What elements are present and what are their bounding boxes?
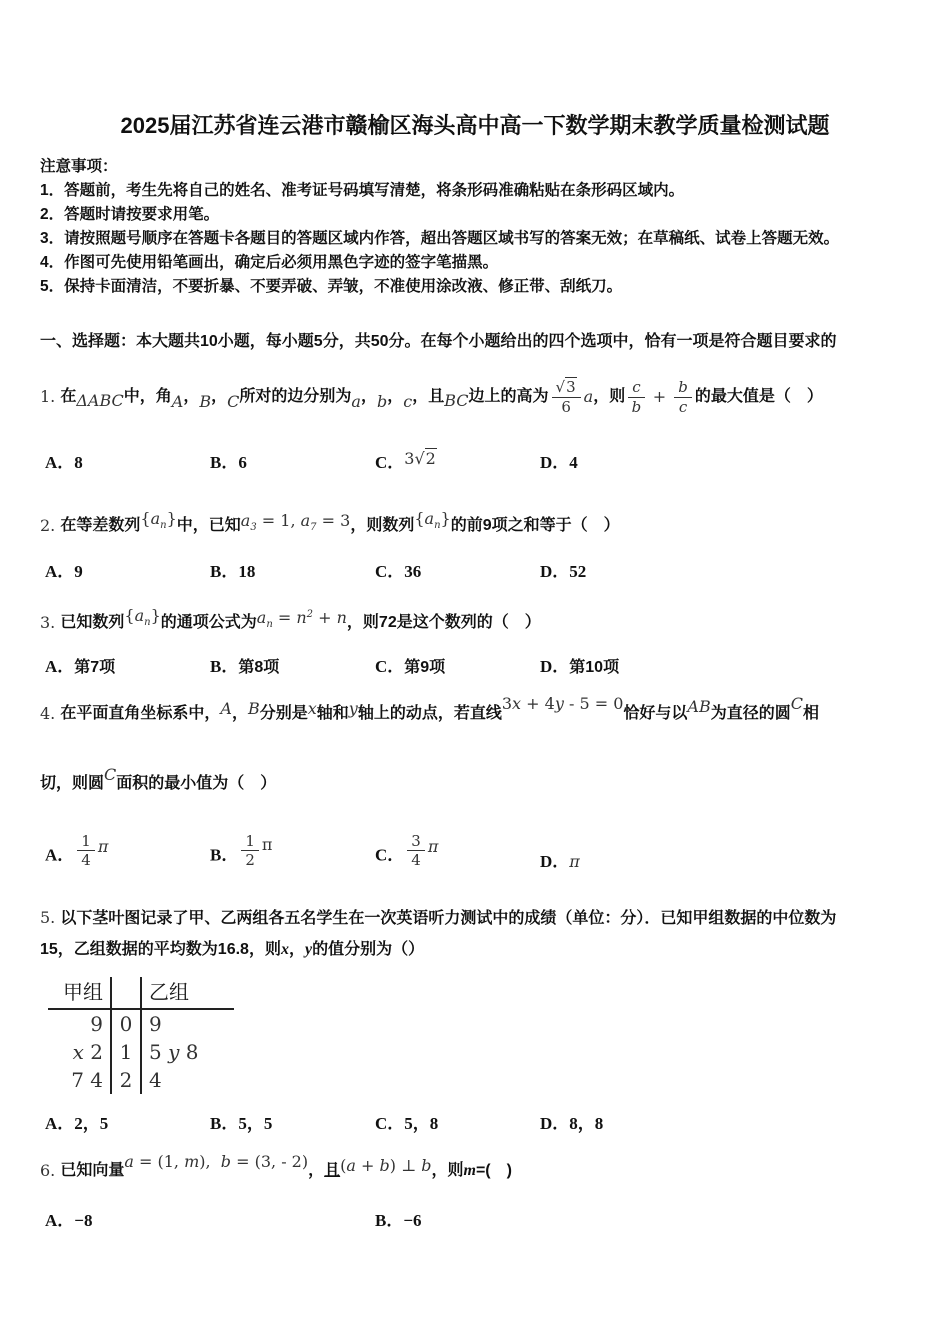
stem-leaf-header-stem [110,977,142,1010]
q4-option-c: C． $\frac{3}{4}$ π [375,831,439,870]
q2-option-d: D．52 [540,562,587,581]
question-5-text-line1: 5. 以下茎叶图记录了甲、乙两组各五名学生在一次英语听力测试中的成绩（单位：分）．已知甲组数据的中位数为 [40,907,837,927]
q3-option-d: D．第10项 [540,657,620,676]
notice-item-4: 4．作图可先使用铅笔画出，确定后必须用黑色字迹的签字笔描黑。 [40,254,499,271]
notice-item-5: 5．保持卡面清洁，不要折暴、不要弄破、弄皱，不准使用涂改液、修正带、刮纸刀。 [40,278,623,295]
q1-option-c: C．3√2 [375,449,436,472]
notice-header: 注意事项： [40,158,118,175]
q1-option-d: D．4 [540,453,578,472]
notice-item-2: 2．答题时请按要求用笔。 [40,206,220,223]
stem-leaf-row2-right: 5 y 8 [149,1039,199,1064]
notice-item-1: 1．答题前，考生先将自己的姓名、准考证号码填写清楚，将条形码准确粘贴在条形码区域内。 [40,182,685,199]
stem-leaf-row1-stem: 0 [110,1010,142,1038]
q3-option-b: B．第8项 [210,657,280,676]
q1-option-b: B．6 [210,453,247,472]
question-6-text: 6. 已知向量 a = (1, m), b = (3, - 2) ， 且 (a + b) ⊥ b ，则 m =( ) [40,1152,512,1180]
question-5-text-line2: 15，乙组数据的平均数为16.8，则x，y的值分别为（） [40,941,425,959]
q3-option-c: C．第9项 [375,657,446,676]
q5-option-d: D．8，8 [540,1113,604,1133]
question-4-options [40,819,910,875]
question-4-text-line1: 4. 在平面直角坐标系中， A ， B 分别是 x 轴和 y 轴上的动点，若直线 3x + 4y - 5 = 0 恰好与以 AB 为直径的圆 C 相 [40,693,819,724]
q3-option-a: A．第7项 [45,657,116,676]
stem-leaf-row1-right: 9 [149,1011,162,1036]
q4-option-d: D．π [540,851,580,871]
q5-option-c: C．5，8 [375,1113,439,1133]
stem-leaf-row2-left: x 2 [72,1039,103,1064]
question-4-text-line2: 切，则圆C面积的最小值为（ ） [40,765,277,792]
question-3-text: 3. 已知数列 $\{a_n\}$ 的通项公式为 $a_n = n^2 + n$ ，则72是这个数列的（ ） [40,605,541,633]
notice-item-3: 3．请按照题号顺序在答题卡各题目的答题区域内作答，超出答题区域书写的答案无效；在草稿纸、试卷上答题无效。 [40,230,840,247]
q5-option-b: B．5，5 [210,1113,273,1133]
q4-option-a: A． $\frac{1}{4}$ π [45,831,109,870]
stem-leaf-row1-left: 9 [90,1011,103,1036]
stem-leaf-header-right: 乙组 [142,977,234,1010]
q2-option-a: A．9 [45,562,83,581]
q4-option-b: B． $\frac{1}{2}$ π [210,831,273,870]
question-2-text: 2. 在等差数列 $\{a_n\}$ 中，已知 $a_3 = 1$, $a_7 = 3$ ，则数列 $\{a_n\}$ 的前9项之和等于（ ） [40,508,620,536]
q6-option-a: A．−8 [45,1210,93,1230]
question-2-options [40,560,910,585]
q2-option-c: C．36 [375,562,422,581]
question-1-text: 1. 在 ΔABC 中，角 A ， B ， C 所对的边分别为 a ， b ， c ，且 BC 边上的高为 $\frac{√3}{6}$ a ，则 $\frac{c}{b}$ + $\frac{b}{c}$ 的最大值是（ ） [40,378,823,416]
q1-option-a: A．8 [45,453,83,472]
stem-leaf-row2-stem: 1 [110,1038,142,1066]
page-title: 2025届江苏省连云港市赣榆区海头高中高一下数学期末教学质量检测试题 [120,113,830,138]
stem-leaf-header-left: 甲组 [48,977,110,1010]
question-1-options [40,451,910,476]
question-6-options [40,1209,910,1234]
q6-option-b: B．−6 [375,1210,422,1230]
stem-leaf-row3-stem: 2 [110,1066,142,1094]
stem-leaf-row3-right: 4 [149,1067,162,1092]
section-one-header: 一、选择题：本大题共10小题，每小题5分，共50分。在每个小题给出的四个选项中，恰有一项是符合题目要求的 [40,333,837,350]
question-3-options [40,655,910,680]
question-5-options [40,1112,910,1137]
stem-leaf-plot [48,977,234,1094]
stem-leaf-row3-left: 7 4 [71,1067,103,1092]
q5-option-a: A．2，5 [45,1113,109,1133]
q2-option-b: B．18 [210,562,256,581]
